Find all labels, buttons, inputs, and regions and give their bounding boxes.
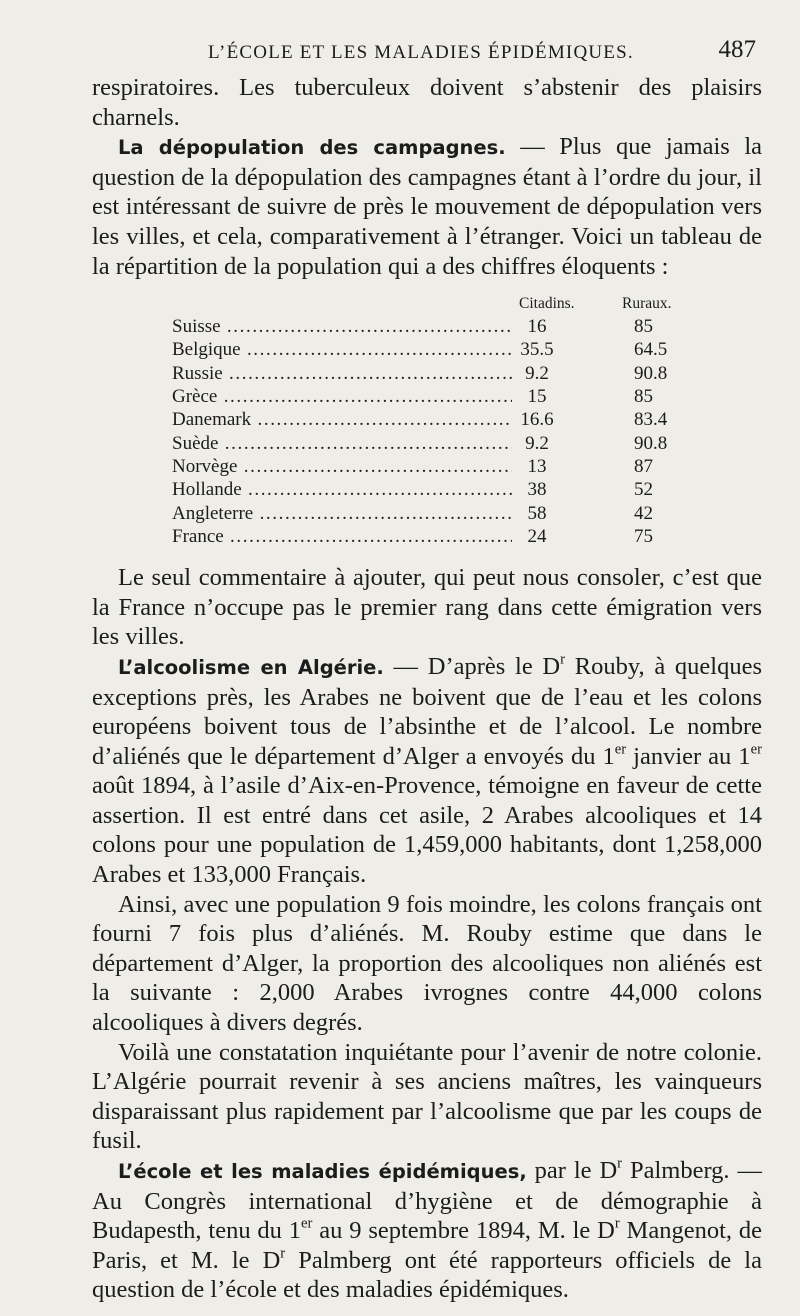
- ruraux-cell: 52: [634, 479, 653, 501]
- table-row: [92, 362, 762, 385]
- column-header-ruraux: Ruraux.: [622, 295, 672, 313]
- citadins-cell: 16: [512, 315, 562, 338]
- alcoolisme-paragraph-2: Ainsi, avec une population 9 fois moindre, les colons français ont fourni 7 fois plus d’aliénés. M. Rouby estime que dans le département d’Alger, la proportion des alcooliques non aliénés est la suivante : 2,000 Arabes ivrognes contre 44,000 colons alcooliques à divers degrés.: [92, 890, 762, 1037]
- running-head: [0, 34, 800, 66]
- country-cell: France .....: [172, 525, 512, 548]
- alcoolisme-sup-er2: er: [750, 741, 762, 758]
- alcoolisme-paragraph: [92, 652, 762, 890]
- ruraux-cell: 90.8: [634, 362, 668, 384]
- ecole-sup-1: r: [617, 1155, 623, 1172]
- alcoolisme-sup-er1: er: [614, 741, 627, 758]
- citadins-cell: 13: [512, 455, 562, 478]
- alcoolisme-text-a: — D’après le D: [383, 652, 561, 680]
- country-cell: Danemark .....: [172, 408, 512, 431]
- citadins-cell: 58: [512, 502, 562, 525]
- column-header-citadins: Citadins.: [519, 295, 575, 313]
- table-row: [92, 385, 762, 408]
- ecole-text-c: au 9 septembre 1894, M. le D: [312, 1217, 615, 1245]
- table-row: [92, 432, 762, 455]
- depopulation-text: — Plus que jamais la question de la dépopulation des campagnes étant à l’ordre du jour, il est intéressant de suivre de près le mouvement de dépopulation vers les villes, et cela, comparativement à l’étranger. Voici un tableau de la répartition de la population qui a des chiffres éloquents :: [92, 133, 762, 280]
- depopulation-paragraph: [92, 132, 762, 281]
- alcoolisme-text-c: janvier au 1: [626, 742, 751, 770]
- ruraux-cell: 42: [634, 502, 653, 524]
- table-body: [92, 315, 762, 548]
- ecole-sup-3: r: [614, 1215, 620, 1232]
- ecole-title: L’école et les maladies épidémiques,: [118, 1160, 527, 1183]
- table-row: [92, 408, 762, 431]
- running-title: L’ÉCOLE ET LES MALADIES ÉPIDÉMIQUES.: [208, 42, 634, 63]
- body-text: [92, 73, 762, 1305]
- table-row: [92, 315, 762, 338]
- country-cell: Belgique .....: [172, 338, 512, 361]
- depopulation-title: La dépopulation des campagnes.: [118, 136, 506, 160]
- ecole-text-e: Palmberg ont été rapporteurs officiels de la question de l’école et des maladies épidémiques.: [92, 1246, 762, 1304]
- ruraux-cell: 83.4: [634, 409, 668, 431]
- citadins-cell: 9.2: [512, 362, 562, 385]
- country-cell: Angleterre .....: [172, 502, 512, 525]
- alcoolisme-title: L’alcoolisme en Algérie.: [118, 655, 384, 679]
- citadins-cell: 15: [512, 385, 562, 408]
- citadins-cell: 35.5: [512, 338, 562, 361]
- table-row: [92, 525, 762, 548]
- country-cell: Grèce .....: [172, 385, 512, 408]
- ruraux-cell: 75: [634, 525, 653, 547]
- ruraux-cell: 90.8: [634, 432, 668, 454]
- country-cell: Suède .....: [172, 432, 512, 455]
- country-cell: Norvège .....: [172, 455, 512, 478]
- table-header-row: [92, 292, 762, 315]
- alcoolisme-sup-dr: r: [560, 651, 566, 668]
- country-cell: Suisse .....: [172, 315, 512, 338]
- table-row: [92, 455, 762, 478]
- ecole-sup-4: r: [280, 1245, 286, 1262]
- comment-paragraph: Le seul commentaire à ajouter, qui peut nous consoler, c’est que la France n’occupe pas le premier rang dans cette émigration vers les villes.: [92, 564, 762, 651]
- ruraux-cell: 64.5: [634, 339, 668, 361]
- ecole-text-a: par le D: [526, 1157, 618, 1184]
- ecole-text-b: Palmberg. — Au Congrès international d’hygiène et de démographie à Budapesth, tenu du 1: [92, 1157, 762, 1245]
- ecole-text-d: Mangenot, de Paris, et M. le D: [92, 1217, 762, 1274]
- table-row: [92, 338, 762, 361]
- alcoolisme-text-d: août 1894, à l’asile d’Aix-en-Provence, témoigne en faveur de cette assertion. Il est entré dans cet asile, 2 Arabes alcooliques et 14 colons pour une population de 1,459,000 habitants, dont 1,258,000 Arabes et 133,000 Français.: [92, 772, 762, 889]
- ecole-sup-2: er: [301, 1215, 313, 1232]
- intro-paragraph: respiratoires. Les tuberculeux doivent s’abstenir des plaisirs charnels.: [92, 74, 762, 131]
- citadins-cell: 24: [512, 525, 562, 548]
- ruraux-cell: 85: [634, 316, 653, 338]
- population-table: [92, 292, 762, 548]
- table-row: [92, 478, 762, 501]
- country-cell: Russie .....: [172, 362, 512, 385]
- ruraux-cell: 85: [634, 386, 653, 408]
- ecole-paragraph: [92, 1156, 762, 1305]
- citadins-cell: 38: [512, 478, 562, 501]
- alcoolisme-text-b: Rouby, à quelques exceptions près, les Arabes ne boivent que de l’eau et les colons européens boivent tous de l’absinthe et de l’alcool. Le nombre d’aliénés que le département d’Alger a envoyés du 1: [92, 652, 762, 770]
- page-number: 487: [718, 36, 756, 63]
- table-row: [92, 502, 762, 525]
- country-cell: Hollande .....: [172, 478, 512, 501]
- citadins-cell: 9.2: [512, 432, 562, 455]
- citadins-cell: 16.6: [512, 408, 562, 431]
- alcoolisme-paragraph-3: Voilà une constatation inquiétante pour l’avenir de notre colonie. L’Algérie pourrait revenir à ses anciens maîtres, les vainqueurs disparaissant plus rapidement par l’alcoolisme que par les coups de fusil.: [92, 1038, 762, 1155]
- ruraux-cell: 87: [634, 455, 653, 477]
